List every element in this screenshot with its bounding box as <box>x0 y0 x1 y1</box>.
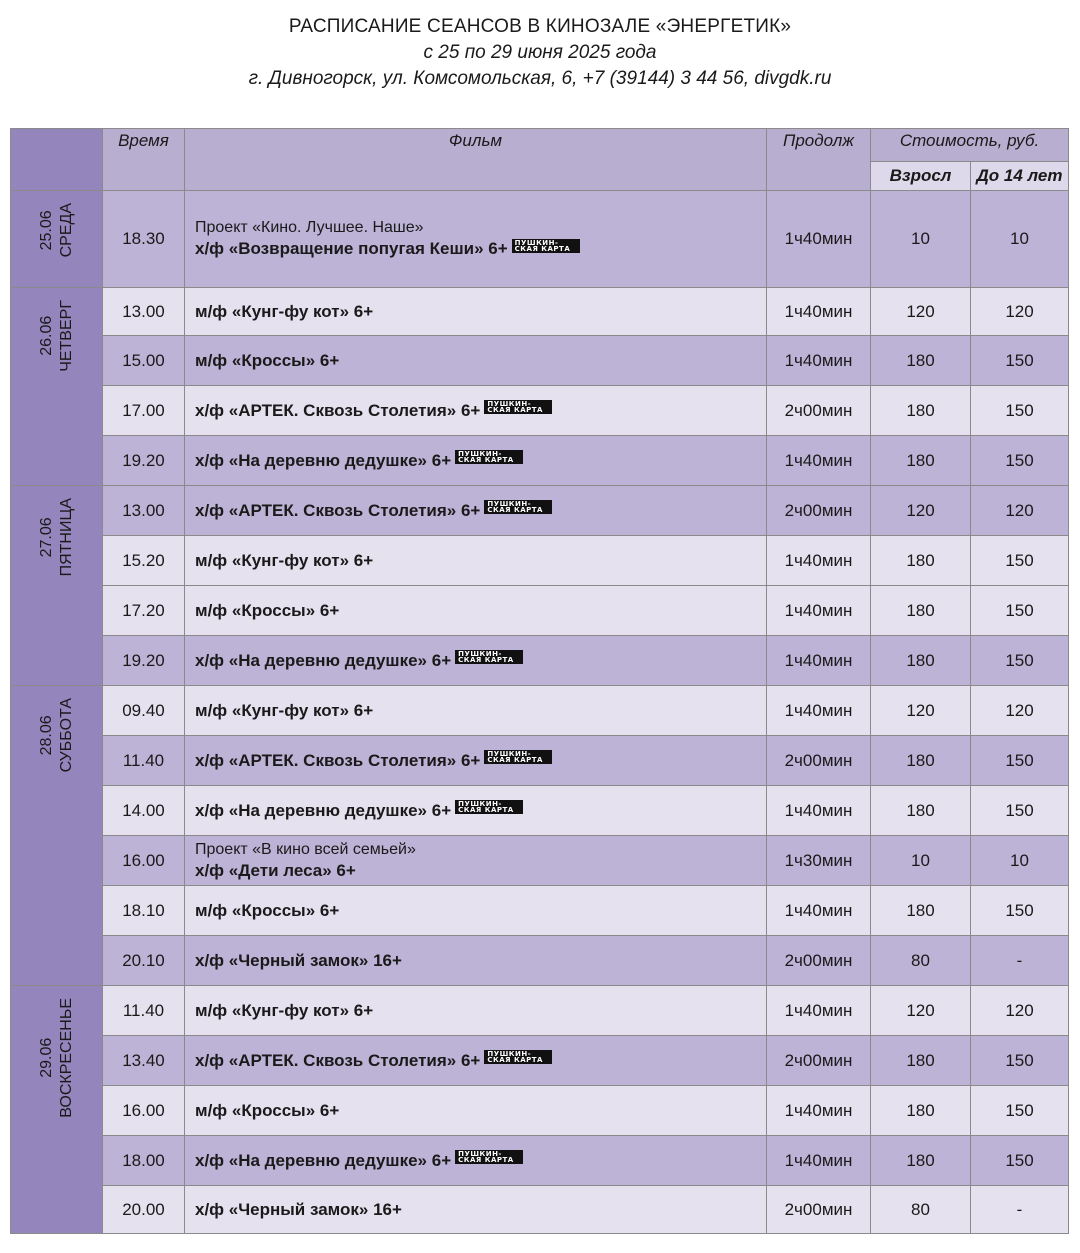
child-price: 150 <box>971 1136 1069 1186</box>
adult-price: 180 <box>871 536 971 586</box>
session-time: 09.40 <box>103 686 185 736</box>
child-price-header: До 14 лет <box>971 162 1069 191</box>
film-title: м/ф «Кунг-фу кот» 6+ <box>195 301 374 321</box>
session-duration: 1ч40мин <box>767 436 871 486</box>
day-weekday: СУББОТА <box>57 698 75 773</box>
session-film <box>185 336 767 386</box>
adult-price: 10 <box>871 191 971 288</box>
session-film <box>185 1186 767 1234</box>
adult-price: 10 <box>871 836 971 886</box>
adult-price: 180 <box>871 636 971 686</box>
session-duration: 1ч40мин <box>767 1136 871 1186</box>
session-row <box>11 436 1069 486</box>
child-price: 150 <box>971 1086 1069 1136</box>
time-column-header: Время <box>103 129 185 191</box>
child-price: 150 <box>971 336 1069 386</box>
day-cell <box>11 288 103 486</box>
session-row <box>11 736 1069 786</box>
schedule-table <box>10 128 1069 1234</box>
film-title: х/ф «Возвращение попугая Кеши» 6+ <box>195 239 508 258</box>
schedule-dates: с 25 по 29 июня 2025 года <box>423 42 657 63</box>
session-film <box>185 786 767 836</box>
session-duration: 2ч00мин <box>767 736 871 786</box>
film-title: м/ф «Кунг-фу кот» 6+ <box>195 700 374 720</box>
session-duration: 2ч00мин <box>767 386 871 436</box>
session-film <box>185 486 767 536</box>
child-price: 150 <box>971 886 1069 936</box>
schedule-body <box>11 191 1069 1234</box>
session-time: 20.00 <box>103 1186 185 1234</box>
session-time: 16.00 <box>103 836 185 886</box>
session-row <box>11 886 1069 936</box>
day-date: 29.06 <box>37 1037 55 1078</box>
session-row <box>11 288 1069 336</box>
film-title: м/ф «Кроссы» 6+ <box>195 900 340 920</box>
session-time: 19.20 <box>103 636 185 686</box>
day-cell <box>11 686 103 986</box>
adult-price: 180 <box>871 336 971 386</box>
session-film <box>185 436 767 486</box>
duration-column-header: Продолж <box>767 129 871 191</box>
session-duration: 1ч40мин <box>767 986 871 1036</box>
session-row <box>11 1086 1069 1136</box>
price-column-header: Стоимость, руб. <box>871 129 1069 162</box>
pushkin-card-logo: ПУШКИН-СКАЯ КАРТА <box>484 400 552 414</box>
session-time: 17.20 <box>103 586 185 636</box>
session-time: 18.00 <box>103 1136 185 1186</box>
child-price: 150 <box>971 1036 1069 1086</box>
session-time: 20.10 <box>103 936 185 986</box>
session-time: 13.00 <box>103 486 185 536</box>
adult-price: 120 <box>871 686 971 736</box>
adult-price: 180 <box>871 1036 971 1086</box>
session-row <box>11 1136 1069 1186</box>
day-cell <box>11 191 103 288</box>
session-time: 18.30 <box>103 191 185 288</box>
film-title: х/ф «На деревню дедушке» 6+ <box>195 450 452 470</box>
pushkin-card-logo: ПУШКИН-СКАЯ КАРТА <box>455 1150 523 1164</box>
session-row <box>11 786 1069 836</box>
session-duration: 2ч00мин <box>767 486 871 536</box>
adult-price-header: Взросл <box>871 162 971 191</box>
film-title: х/ф «На деревню дедушке» 6+ <box>195 1150 452 1170</box>
session-row <box>11 1036 1069 1086</box>
session-row <box>11 686 1069 736</box>
session-film <box>185 836 767 886</box>
session-duration: 1ч40мин <box>767 786 871 836</box>
film-title: х/ф «АРТЕК. Сквозь Столетия» 6+ <box>195 400 481 420</box>
session-duration: 1ч40мин <box>767 886 871 936</box>
adult-price: 120 <box>871 986 971 1036</box>
child-price: 10 <box>971 836 1069 886</box>
adult-price: 80 <box>871 936 971 986</box>
film-title: х/ф «На деревню дедушке» 6+ <box>195 650 452 670</box>
pushkin-card-logo: ПУШКИН-СКАЯ КАРТА <box>484 500 552 514</box>
session-time: 15.20 <box>103 536 185 586</box>
film-title: х/ф «АРТЕК. Сквозь Столетия» 6+ <box>195 1050 481 1070</box>
schedule-title: РАСПИСАНИЕ СЕАНСОВ В КИНОЗАЛЕ «ЭНЕРГЕТИК» <box>288 16 792 37</box>
session-film <box>185 686 767 736</box>
session-duration: 2ч00мин <box>767 1036 871 1086</box>
child-price: 150 <box>971 586 1069 636</box>
day-weekday: ПЯТНИЦА <box>57 498 75 577</box>
project-name: Проект «Кино. Лучшее. Наше» <box>195 219 424 236</box>
project-name: Проект «В кино всей семьей» <box>195 840 416 858</box>
film-title: х/ф «АРТЕК. Сквозь Столетия» 6+ <box>195 500 481 520</box>
day-weekday: ВОСКРЕСЕНЬЕ <box>57 998 75 1118</box>
day-date: 28.06 <box>37 715 55 756</box>
film-title: м/ф «Кунг-фу кот» 6+ <box>195 550 374 570</box>
adult-price: 180 <box>871 386 971 436</box>
child-price: - <box>971 936 1069 986</box>
film-title: х/ф «АРТЕК. Сквозь Столетия» 6+ <box>195 750 481 770</box>
cinema-address: г. Дивногорск, ул. Комсомольская, 6, +7 (39144) 3 44 56, divgdk.ru <box>248 68 832 89</box>
adult-price: 180 <box>871 1136 971 1186</box>
pushkin-card-logo: ПУШКИН-СКАЯ КАРТА <box>455 650 523 664</box>
child-price: 150 <box>971 736 1069 786</box>
child-price: 150 <box>971 386 1069 436</box>
film-title: м/ф «Кроссы» 6+ <box>195 350 340 370</box>
session-film <box>185 386 767 436</box>
child-price: - <box>971 1186 1069 1234</box>
session-film <box>185 636 767 686</box>
adult-price: 180 <box>871 436 971 486</box>
session-row <box>11 836 1069 886</box>
film-title: х/ф «Черный замок» 16+ <box>195 950 402 970</box>
adult-price: 180 <box>871 736 971 786</box>
adult-price: 80 <box>871 1186 971 1234</box>
child-price: 150 <box>971 636 1069 686</box>
day-label <box>37 288 77 372</box>
session-duration: 1ч40мин <box>767 536 871 586</box>
child-price: 150 <box>971 436 1069 486</box>
session-film <box>185 586 767 636</box>
adult-price: 180 <box>871 1086 971 1136</box>
session-row <box>11 536 1069 586</box>
child-price: 150 <box>971 786 1069 836</box>
session-time: 17.00 <box>103 386 185 436</box>
document-header <box>0 14 1080 92</box>
session-row <box>11 1186 1069 1234</box>
day-cell <box>11 486 103 686</box>
session-row <box>11 486 1069 536</box>
day-date: 27.06 <box>37 517 55 558</box>
child-price: 150 <box>971 536 1069 586</box>
film-title: х/ф «На деревню дедушке» 6+ <box>195 800 452 820</box>
pushkin-card-logo: ПУШКИН-СКАЯ КАРТА <box>484 1050 552 1064</box>
session-duration: 1ч40мин <box>767 586 871 636</box>
session-film <box>185 288 767 336</box>
session-duration: 1ч40мин <box>767 191 871 288</box>
adult-price: 180 <box>871 786 971 836</box>
day-label <box>37 191 77 257</box>
adult-price: 120 <box>871 486 971 536</box>
session-duration: 1ч40мин <box>767 336 871 386</box>
film-title: м/ф «Кунг-фу кот» 6+ <box>195 1000 374 1020</box>
day-column-header <box>11 129 103 191</box>
day-label <box>37 486 77 576</box>
session-time: 13.00 <box>103 288 185 336</box>
session-time: 19.20 <box>103 436 185 486</box>
pushkin-card-logo: ПУШКИН-СКАЯ КАРТА <box>455 450 523 464</box>
session-duration: 1ч40мин <box>767 1086 871 1136</box>
session-time: 15.00 <box>103 336 185 386</box>
session-row <box>11 191 1069 288</box>
film-title: м/ф «Кроссы» 6+ <box>195 1100 340 1120</box>
session-film <box>185 1136 767 1186</box>
session-film <box>185 736 767 786</box>
day-date: 26.06 <box>37 315 55 356</box>
day-label <box>37 686 77 772</box>
session-film <box>185 1036 767 1086</box>
adult-price: 180 <box>871 886 971 936</box>
session-row <box>11 336 1069 386</box>
child-price: 120 <box>971 986 1069 1036</box>
day-cell <box>11 986 103 1234</box>
session-film <box>185 936 767 986</box>
session-film <box>185 191 767 288</box>
session-time: 16.00 <box>103 1086 185 1136</box>
day-weekday: СРЕДА <box>57 203 75 258</box>
session-time: 11.40 <box>103 986 185 1036</box>
session-film <box>185 886 767 936</box>
film-column-header: Фильм <box>185 129 767 191</box>
session-duration: 2ч00мин <box>767 1186 871 1234</box>
pushkin-card-logo: ПУШКИН-СКАЯ КАРТА <box>484 750 552 764</box>
session-duration: 2ч00мин <box>767 936 871 986</box>
session-time: 11.40 <box>103 736 185 786</box>
film-title: м/ф «Кроссы» 6+ <box>195 600 340 620</box>
session-film <box>185 986 767 1036</box>
pushkin-card-logo: ПУШКИН-СКАЯ КАРТА <box>455 800 523 814</box>
session-time: 14.00 <box>103 786 185 836</box>
session-row <box>11 986 1069 1036</box>
day-date: 25.06 <box>37 210 55 251</box>
session-row <box>11 636 1069 686</box>
session-row <box>11 936 1069 986</box>
session-duration: 1ч40мин <box>767 636 871 686</box>
pushkin-card-logo: ПУШКИН-СКАЯ КАРТА <box>512 239 580 253</box>
child-price: 120 <box>971 686 1069 736</box>
film-title: х/ф «Дети леса» 6+ <box>195 860 356 880</box>
session-duration: 1ч40мин <box>767 686 871 736</box>
day-label <box>37 986 77 1118</box>
session-duration: 1ч30мин <box>767 836 871 886</box>
film-title: х/ф «Черный замок» 16+ <box>195 1199 402 1219</box>
adult-price: 180 <box>871 586 971 636</box>
child-price: 120 <box>971 486 1069 536</box>
child-price: 120 <box>971 288 1069 336</box>
session-film <box>185 536 767 586</box>
session-time: 18.10 <box>103 886 185 936</box>
adult-price: 120 <box>871 288 971 336</box>
session-duration: 1ч40мин <box>767 288 871 336</box>
child-price: 10 <box>971 191 1069 288</box>
session-time: 13.40 <box>103 1036 185 1086</box>
session-row <box>11 586 1069 636</box>
session-row <box>11 386 1069 436</box>
session-film <box>185 1086 767 1136</box>
day-weekday: ЧЕТВЕРГ <box>57 300 75 372</box>
